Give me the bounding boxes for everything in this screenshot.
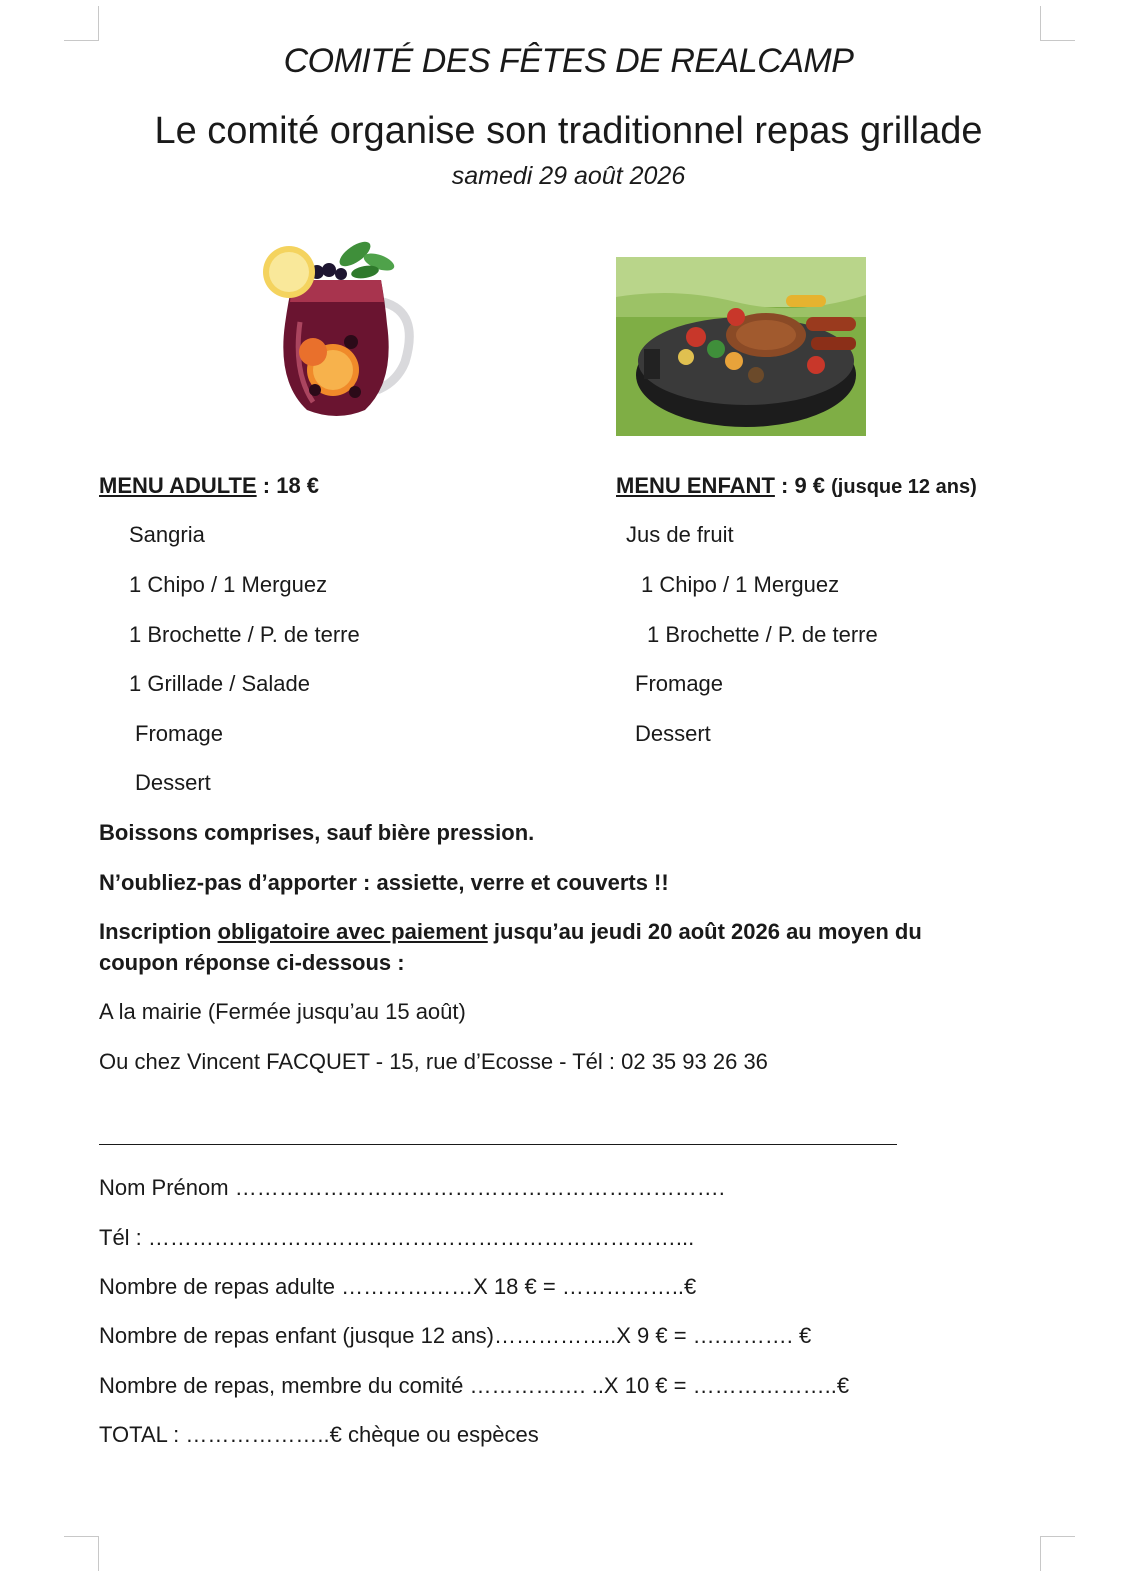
menu-child-item: Jus de fruit [626, 522, 734, 547]
form-member-meals-field: Nombre de repas, membre du comité ……………. ..X 10 € = ………………..€ [99, 1373, 850, 1398]
event-date: samedi 29 août 2026 [451, 162, 686, 190]
crop-mark-bottom-left [64, 1536, 99, 1571]
inscription-note [99, 919, 922, 945]
inscription-suffix: jusqu’au jeudi 20 août 2026 au moyen du [487, 919, 922, 944]
menu-child-item: Fromage [635, 671, 724, 696]
headline: Le comité organise son traditionnel repas grillade [154, 110, 983, 152]
menu-adult-item: 1 Grillade / Salade [129, 671, 310, 696]
form-phone-field: Tél : ………………………………………………………………... [99, 1225, 695, 1250]
menu-child-age-note: (jusque 12 ans) [831, 476, 977, 498]
menu-child-heading [616, 473, 977, 499]
crop-mark-top-right [1040, 6, 1075, 41]
cut-line-divider [99, 1144, 897, 1145]
menu-adult-item: Sangria [129, 522, 205, 547]
menu-child-price: : 9 € [774, 473, 832, 498]
organizer-title: COMITÉ DES FÊTES DE REALCAMP [283, 42, 854, 80]
form-name-field: Nom Prénom …………………………………………………………. [99, 1175, 725, 1200]
crop-mark-bottom-right [1040, 1536, 1075, 1571]
menu-adult-label: MENU ADULTE [99, 473, 257, 498]
crop-mark-top-left [64, 6, 99, 41]
menu-adult-item: Dessert [135, 770, 211, 795]
barbecue-grill-image [616, 257, 866, 436]
menu-adult-item: 1 Brochette / P. de terre [129, 622, 360, 647]
inscription-line2: coupon réponse ci-dessous : [99, 950, 405, 975]
menu-adult-price: : 18 € [256, 473, 320, 498]
sangria-pitcher-image [255, 232, 425, 420]
menu-child-label: MENU ENFANT [616, 473, 775, 498]
drinks-note: Boissons comprises, sauf bière pression. [99, 820, 535, 845]
location-contact: Ou chez Vincent FACQUET - 15, rue d’Ecosse - Tél : 02 35 93 26 36 [99, 1049, 768, 1074]
menu-child-item: 1 Brochette / P. de terre [647, 622, 878, 647]
menu-child-item: Dessert [635, 721, 711, 746]
menu-adult-item: 1 Chipo / 1 Merguez [129, 572, 328, 597]
form-total-field: TOTAL : ………………..€ chèque ou espèces [99, 1422, 539, 1447]
form-adult-meals-field: Nombre de repas adulte ………………X 18 € = ……………..€ [99, 1274, 697, 1299]
inscription-prefix: Inscription [99, 919, 218, 944]
menu-adult-item: Fromage [135, 721, 224, 746]
menu-child-item: 1 Chipo / 1 Merguez [641, 572, 840, 597]
bring-note: N’oubliez-pas d’apporter : assiette, verre et couverts !! [99, 870, 669, 895]
inscription-underlined: obligatoire avec paiement [217, 919, 488, 944]
menu-adult-heading [99, 473, 319, 499]
location-mairie: A la mairie (Fermée jusqu’au 15 août) [99, 999, 466, 1024]
form-child-meals-field: Nombre de repas enfant (jusque 12 ans)……………..X 9 € = ….………. € [99, 1323, 812, 1348]
